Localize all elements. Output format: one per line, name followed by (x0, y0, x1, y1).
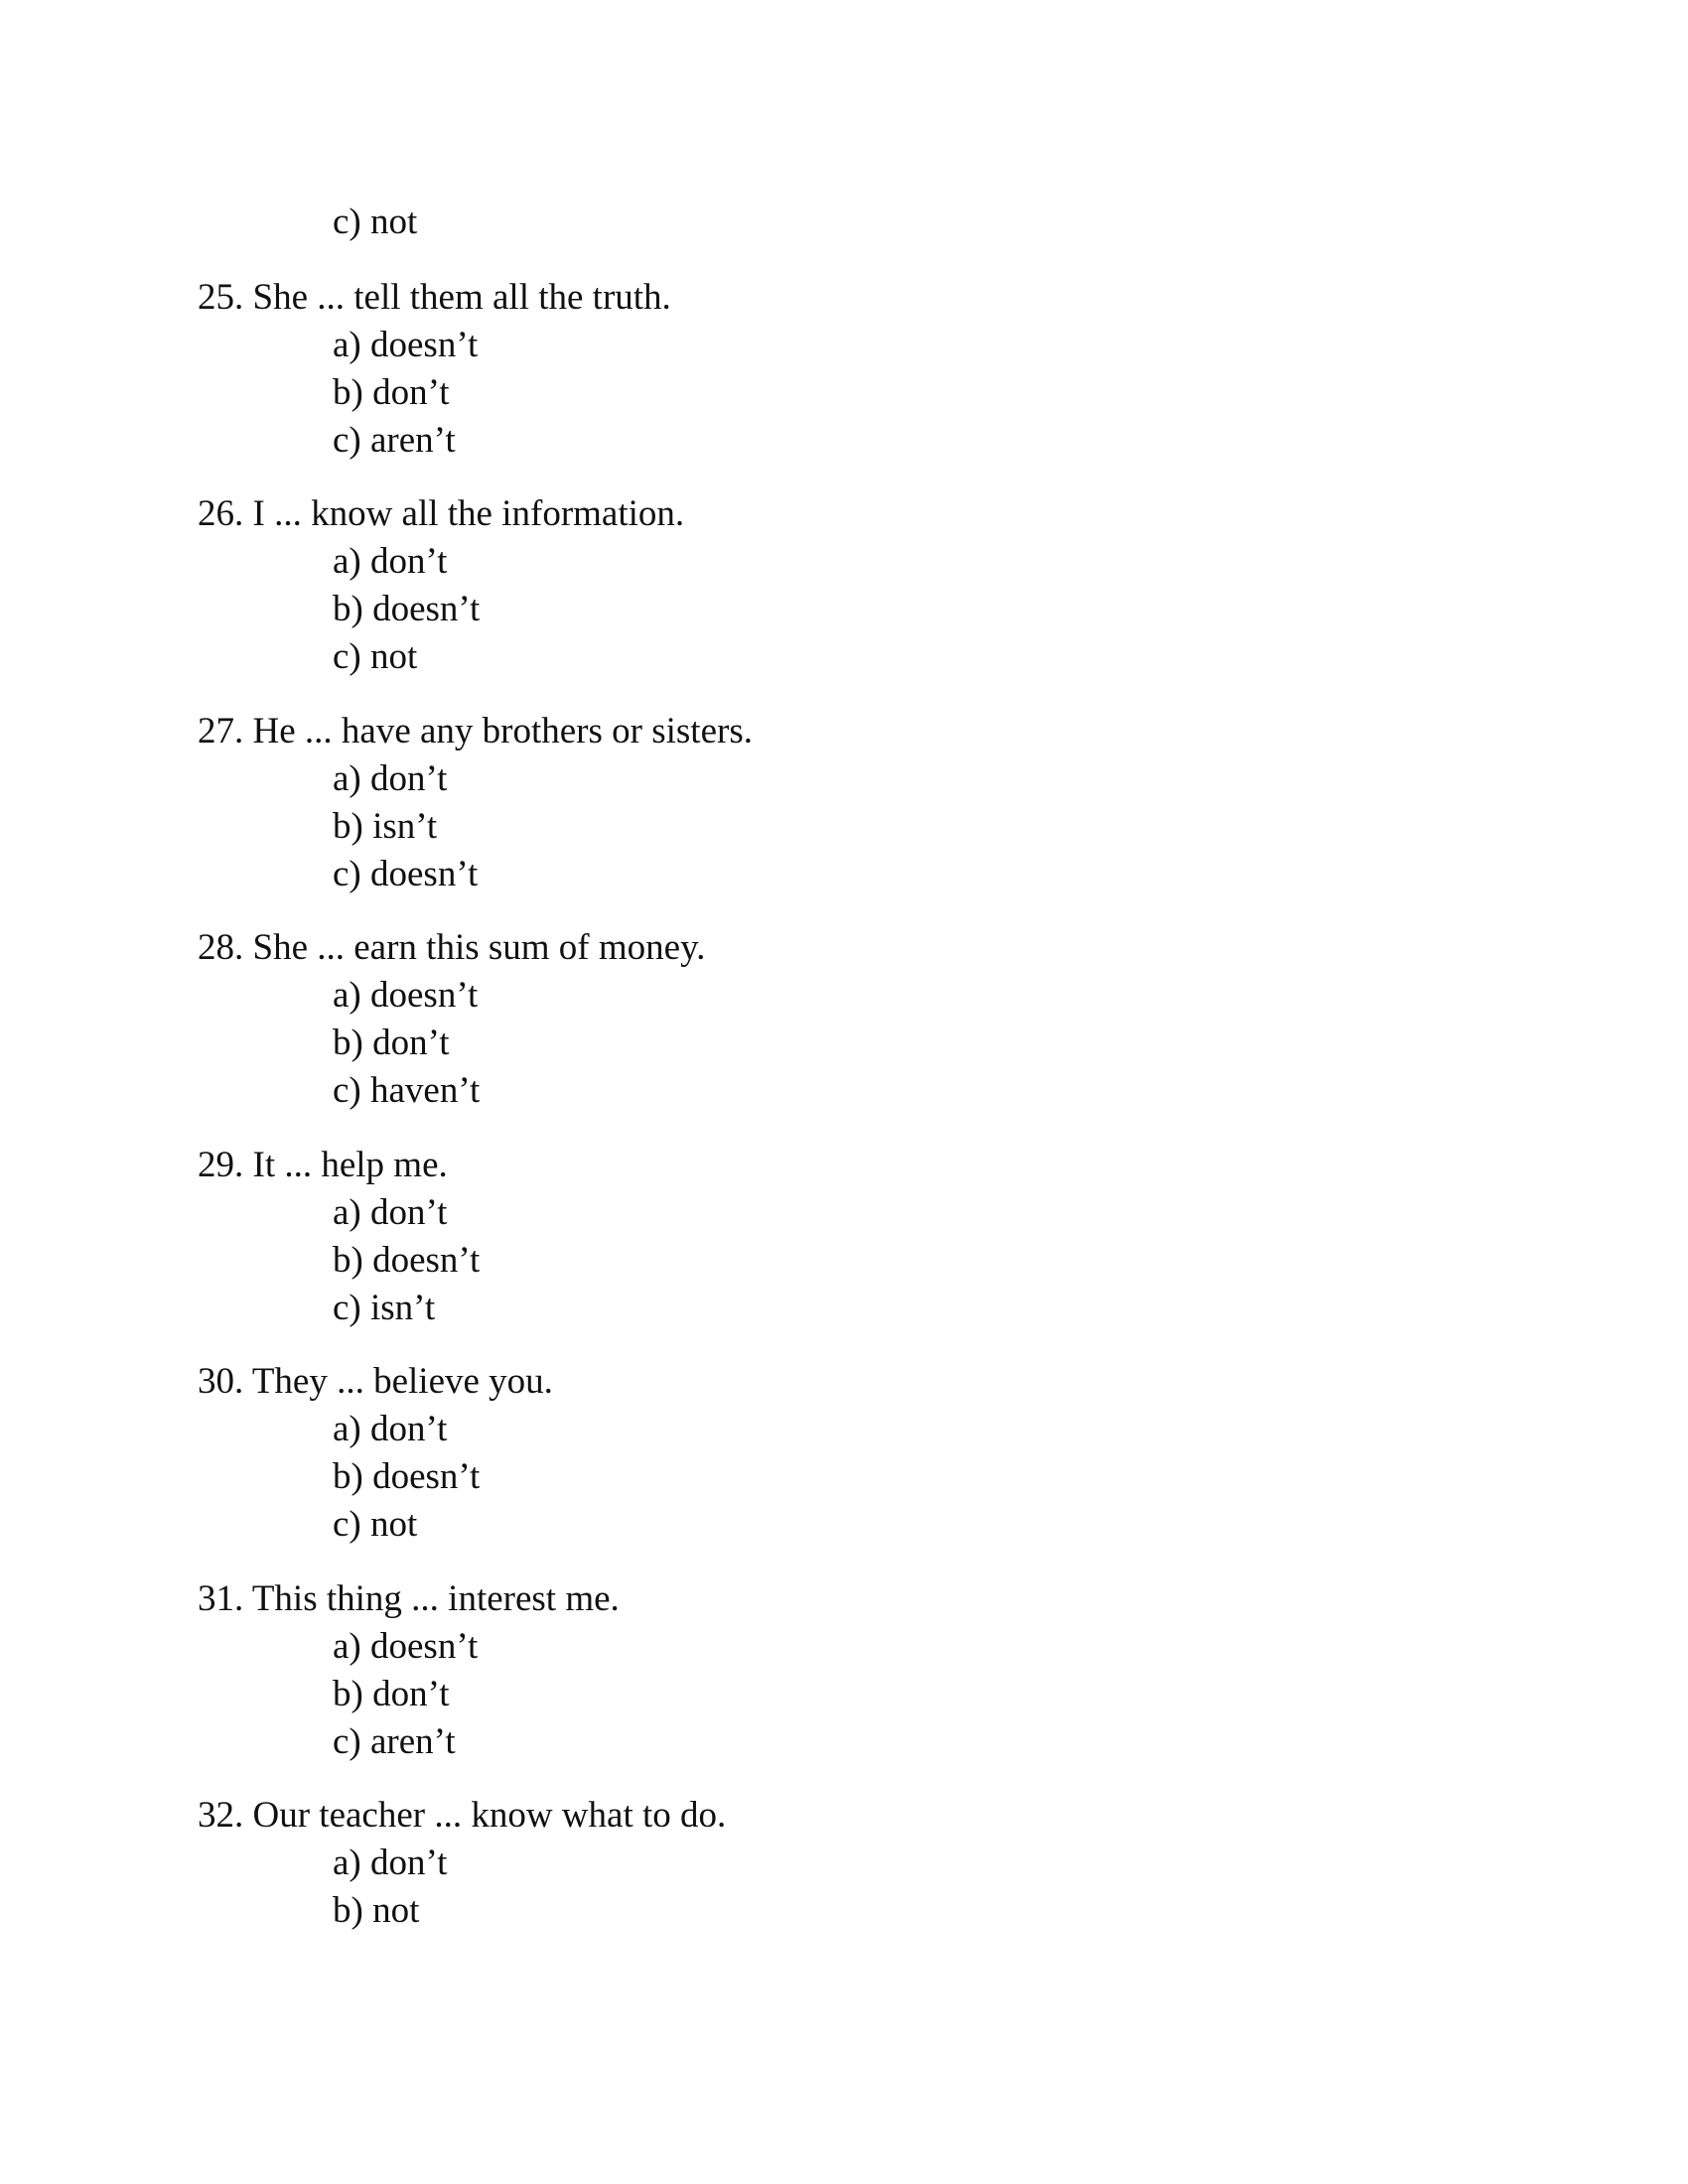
question-26-stem: 26. I ... know all the information. (198, 493, 685, 534)
question-32-option-b: b) not (333, 1890, 420, 1931)
question-25-stem: 25. She ... tell them all the truth. (198, 277, 671, 318)
question-29-option-b: b) doesn’t (333, 1240, 481, 1281)
question-25-option-a: a) doesn’t (333, 325, 479, 365)
question-27-stem: 27. He ... have any brothers or sisters. (198, 711, 753, 751)
question-30-stem: 30. They ... believe you. (198, 1361, 553, 1402)
question-31-option-b: b) don’t (333, 1674, 450, 1714)
question-26-option-b: b) doesn’t (333, 589, 481, 629)
carryover-option: c) not (333, 202, 418, 242)
question-27-option-a: a) don’t (333, 758, 448, 799)
question-29-stem: 29. It ... help me. (198, 1145, 448, 1185)
question-29-option-c: c) isn’t (333, 1288, 436, 1328)
question-31-option-c: c) aren’t (333, 1721, 456, 1762)
question-26-option-c: c) not (333, 636, 418, 677)
question-32-option-a: a) don’t (333, 1843, 448, 1883)
question-28-stem: 28. She ... earn this sum of money. (198, 927, 706, 968)
question-30-option-c: c) not (333, 1504, 418, 1545)
question-32-stem: 32. Our teacher ... know what to do. (198, 1795, 727, 1836)
question-30-option-b: b) doesn’t (333, 1456, 481, 1497)
question-28-option-a: a) doesn’t (333, 975, 479, 1016)
question-26-option-a: a) don’t (333, 541, 448, 582)
question-27-option-c: c) doesn’t (333, 854, 479, 894)
question-31-stem: 31. This thing ... interest me. (198, 1578, 620, 1619)
question-27-option-b: b) isn’t (333, 806, 438, 847)
question-25-option-b: b) don’t (333, 372, 450, 413)
question-29-option-a: a) don’t (333, 1192, 448, 1233)
question-28-option-b: b) don’t (333, 1023, 450, 1063)
question-30-option-a: a) don’t (333, 1409, 448, 1449)
question-25-option-c: c) aren’t (333, 420, 456, 461)
question-31-option-a: a) doesn’t (333, 1626, 479, 1667)
question-28-option-c: c) haven’t (333, 1070, 481, 1111)
